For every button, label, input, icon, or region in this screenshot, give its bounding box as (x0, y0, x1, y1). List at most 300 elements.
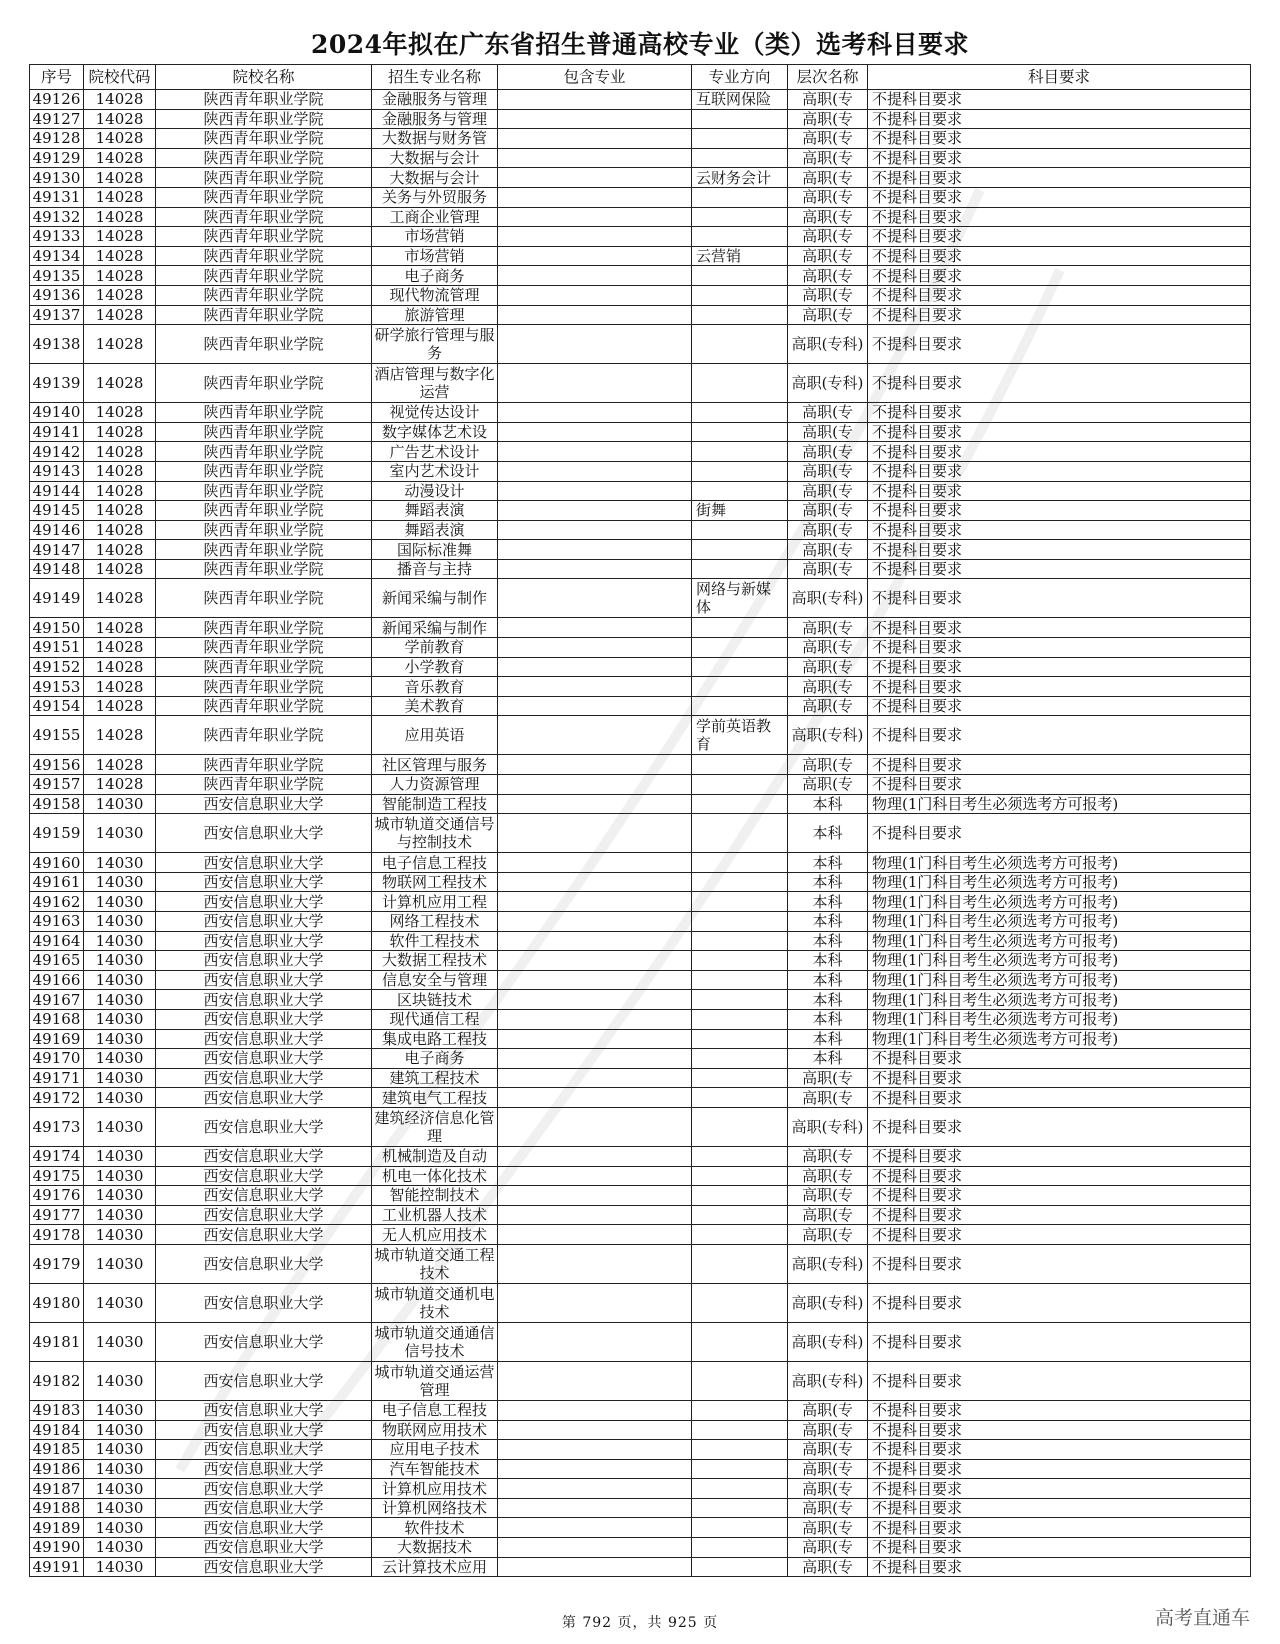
school-name: 西安信息职业大学 (156, 1518, 372, 1538)
included-majors (498, 794, 692, 814)
table-row (30, 814, 1251, 853)
table-row (30, 442, 1251, 462)
major-direction (692, 677, 788, 697)
included-majors (498, 853, 692, 873)
level-name: 高职(专 (788, 461, 868, 481)
level-name: 高职(专 (788, 187, 868, 207)
row-id: 49149 (30, 579, 84, 618)
major-direction (692, 285, 788, 305)
level-name: 高职(专 (788, 109, 868, 129)
table-row (30, 540, 1251, 560)
subject-requirement: 不提科目要求 (868, 1068, 1251, 1088)
level-name: 高职(专 (788, 285, 868, 305)
table-row (30, 579, 1251, 618)
included-majors (498, 872, 692, 892)
major-direction (692, 1146, 788, 1166)
school-name: 西安信息职业大学 (156, 1498, 372, 1518)
table-row (30, 266, 1251, 286)
table-row (30, 1518, 1251, 1538)
major-name: 软件工程技术 (372, 931, 498, 951)
level-name: 高职(专 (788, 422, 868, 442)
level-name: 高职(专 (788, 207, 868, 227)
table-row (30, 207, 1251, 227)
row-id: 49176 (30, 1186, 84, 1206)
school-name: 西安信息职业大学 (156, 1557, 372, 1577)
level-name: 高职(专 (788, 1186, 868, 1206)
included-majors (498, 1479, 692, 1499)
school-name: 陕西青年职业学院 (156, 461, 372, 481)
school-name: 西安信息职业大学 (156, 1029, 372, 1049)
subject-requirement: 物理(1门科目考生必须选考方可报考) (868, 951, 1251, 971)
included-majors (498, 520, 692, 540)
subject-requirement: 不提科目要求 (868, 403, 1251, 423)
level-name: 本科 (788, 970, 868, 990)
school-name: 西安信息职业大学 (156, 1322, 372, 1361)
level-name: 高职(专 (788, 266, 868, 286)
level-name: 本科 (788, 814, 868, 853)
school-code: 14030 (84, 931, 156, 951)
school-name: 陕西青年职业学院 (156, 559, 372, 579)
included-majors (498, 1205, 692, 1225)
major-name: 大数据技术 (372, 1538, 498, 1558)
table-row (30, 285, 1251, 305)
major-direction: 互联网保险 (692, 90, 788, 110)
subject-requirement: 不提科目要求 (868, 501, 1251, 521)
row-id: 49188 (30, 1498, 84, 1518)
school-code: 14030 (84, 794, 156, 814)
subject-requirement: 不提科目要求 (868, 305, 1251, 325)
major-name: 物联网工程技术 (372, 872, 498, 892)
major-name: 机电一体化技术 (372, 1166, 498, 1186)
included-majors (498, 1518, 692, 1538)
table-row (30, 853, 1251, 873)
school-code: 14030 (84, 1186, 156, 1206)
school-code: 14028 (84, 696, 156, 716)
table-row (30, 1557, 1251, 1577)
school-code: 14028 (84, 325, 156, 364)
major-direction (692, 970, 788, 990)
row-id: 49185 (30, 1440, 84, 1460)
table-row (30, 129, 1251, 149)
table-row (30, 246, 1251, 266)
major-direction (692, 1440, 788, 1460)
table-row (30, 1107, 1251, 1146)
level-name: 高职(专科) (788, 325, 868, 364)
col-header-direction: 专业方向 (692, 65, 788, 90)
row-id: 49148 (30, 559, 84, 579)
subject-requirement: 不提科目要求 (868, 520, 1251, 540)
included-majors (498, 364, 692, 403)
major-direction (692, 1322, 788, 1361)
major-direction: 云财务会计 (692, 168, 788, 188)
school-code: 14028 (84, 227, 156, 247)
major-name: 建筑经济信息化管理 (372, 1107, 498, 1146)
row-id: 49153 (30, 677, 84, 697)
subject-requirement: 不提科目要求 (868, 442, 1251, 462)
level-name: 高职(专 (788, 520, 868, 540)
row-id: 49143 (30, 461, 84, 481)
included-majors (498, 481, 692, 501)
school-code: 14028 (84, 540, 156, 560)
major-name: 电子信息工程技 (372, 853, 498, 873)
major-direction: 云营销 (692, 246, 788, 266)
major-direction (692, 775, 788, 795)
included-majors (498, 931, 692, 951)
subject-requirement: 物理(1门科目考生必须选考方可报考) (868, 853, 1251, 873)
subject-requirement: 不提科目要求 (868, 1166, 1251, 1186)
row-id: 49184 (30, 1420, 84, 1440)
subject-requirement: 不提科目要求 (868, 1107, 1251, 1146)
major-direction (692, 325, 788, 364)
school-name: 陕西青年职业学院 (156, 109, 372, 129)
included-majors (498, 696, 692, 716)
level-name: 本科 (788, 912, 868, 932)
major-direction (692, 403, 788, 423)
level-name: 高职(专科) (788, 579, 868, 618)
level-name: 高职(专 (788, 1225, 868, 1245)
subject-requirement: 不提科目要求 (868, 1225, 1251, 1245)
included-majors (498, 912, 692, 932)
row-id: 49172 (30, 1088, 84, 1108)
row-id: 49191 (30, 1557, 84, 1577)
included-majors (498, 1420, 692, 1440)
subject-requirement: 不提科目要求 (868, 1479, 1251, 1499)
school-name: 陕西青年职业学院 (156, 638, 372, 658)
included-majors (498, 1440, 692, 1460)
school-code: 14028 (84, 90, 156, 110)
level-name: 高职(专 (788, 638, 868, 658)
subject-requirement: 不提科目要求 (868, 109, 1251, 129)
school-name: 陕西青年职业学院 (156, 442, 372, 462)
included-majors (498, 461, 692, 481)
school-name: 陕西青年职业学院 (156, 364, 372, 403)
table-row (30, 716, 1251, 755)
row-id: 49129 (30, 148, 84, 168)
subject-requirement: 不提科目要求 (868, 148, 1251, 168)
major-name: 动漫设计 (372, 481, 498, 501)
row-id: 49169 (30, 1029, 84, 1049)
row-id: 49183 (30, 1400, 84, 1420)
school-code: 14028 (84, 442, 156, 462)
level-name: 高职(专 (788, 1146, 868, 1166)
school-name: 陕西青年职业学院 (156, 227, 372, 247)
row-id: 49186 (30, 1459, 84, 1479)
major-direction (692, 990, 788, 1010)
major-direction (692, 364, 788, 403)
row-id: 49182 (30, 1361, 84, 1400)
subject-requirement: 不提科目要求 (868, 227, 1251, 247)
major-name: 城市轨道交通工程技术 (372, 1244, 498, 1283)
subject-requirement: 物理(1门科目考生必须选考方可报考) (868, 892, 1251, 912)
subject-requirement: 物理(1门科目考生必须选考方可报考) (868, 931, 1251, 951)
subject-requirement: 不提科目要求 (868, 1440, 1251, 1460)
row-id: 49151 (30, 638, 84, 658)
school-code: 14030 (84, 1009, 156, 1029)
major-direction (692, 1186, 788, 1206)
school-code: 14030 (84, 912, 156, 932)
school-name: 西安信息职业大学 (156, 1049, 372, 1069)
included-majors (498, 1400, 692, 1420)
included-majors (498, 90, 692, 110)
major-direction (692, 1361, 788, 1400)
major-name: 智能制造工程技 (372, 794, 498, 814)
school-name: 西安信息职业大学 (156, 931, 372, 951)
major-direction (692, 1498, 788, 1518)
included-majors (498, 1498, 692, 1518)
major-name: 社区管理与服务 (372, 755, 498, 775)
subject-requirement: 物理(1门科目考生必须选考方可报考) (868, 794, 1251, 814)
major-name: 集成电路工程技 (372, 1029, 498, 1049)
subject-requirement: 不提科目要求 (868, 1322, 1251, 1361)
school-name: 陕西青年职业学院 (156, 520, 372, 540)
level-name: 高职(专 (788, 1518, 868, 1538)
school-code: 14028 (84, 520, 156, 540)
table-row (30, 187, 1251, 207)
table-row (30, 403, 1251, 423)
included-majors (498, 618, 692, 638)
school-code: 14028 (84, 129, 156, 149)
included-majors (498, 227, 692, 247)
col-header-major: 招生专业名称 (372, 65, 498, 90)
school-code: 14030 (84, 1283, 156, 1322)
included-majors (498, 1283, 692, 1322)
row-id: 49127 (30, 109, 84, 129)
school-name: 西安信息职业大学 (156, 1205, 372, 1225)
subject-requirement: 不提科目要求 (868, 246, 1251, 266)
major-name: 旅游管理 (372, 305, 498, 325)
row-id: 49180 (30, 1283, 84, 1322)
subject-requirement: 不提科目要求 (868, 90, 1251, 110)
school-code: 14030 (84, 1107, 156, 1146)
row-id: 49147 (30, 540, 84, 560)
level-name: 本科 (788, 853, 868, 873)
row-id: 49161 (30, 872, 84, 892)
school-name: 西安信息职业大学 (156, 951, 372, 971)
school-name: 陕西青年职业学院 (156, 657, 372, 677)
row-id: 49150 (30, 618, 84, 638)
school-code: 14028 (84, 657, 156, 677)
row-id: 49187 (30, 1479, 84, 1499)
major-name: 汽车智能技术 (372, 1459, 498, 1479)
included-majors (498, 775, 692, 795)
table-row (30, 1049, 1251, 1069)
major-name: 室内艺术设计 (372, 461, 498, 481)
table-row (30, 990, 1251, 1010)
major-direction (692, 1479, 788, 1499)
subject-requirement: 不提科目要求 (868, 1186, 1251, 1206)
major-direction (692, 207, 788, 227)
major-name: 城市轨道交通机电技术 (372, 1283, 498, 1322)
subject-requirement: 不提科目要求 (868, 716, 1251, 755)
major-name: 建筑工程技术 (372, 1068, 498, 1088)
school-code: 14028 (84, 285, 156, 305)
school-code: 14028 (84, 677, 156, 697)
school-code: 14030 (84, 1459, 156, 1479)
row-id: 49138 (30, 325, 84, 364)
major-direction (692, 1225, 788, 1245)
subject-requirement: 物理(1门科目考生必须选考方可报考) (868, 912, 1251, 932)
row-id: 49189 (30, 1518, 84, 1538)
table-row (30, 227, 1251, 247)
included-majors (498, 892, 692, 912)
major-name: 城市轨道交通通信信号技术 (372, 1322, 498, 1361)
included-majors (498, 1166, 692, 1186)
school-code: 14030 (84, 1146, 156, 1166)
level-name: 本科 (788, 794, 868, 814)
row-id: 49166 (30, 970, 84, 990)
major-name: 网络工程技术 (372, 912, 498, 932)
major-direction (692, 129, 788, 149)
included-majors (498, 1068, 692, 1088)
subject-requirement: 不提科目要求 (868, 1088, 1251, 1108)
school-code: 14030 (84, 951, 156, 971)
major-name: 人力资源管理 (372, 775, 498, 795)
subject-requirement: 不提科目要求 (868, 1420, 1251, 1440)
table-row (30, 1538, 1251, 1558)
included-majors (498, 422, 692, 442)
included-majors (498, 1009, 692, 1029)
major-name: 舞蹈表演 (372, 520, 498, 540)
school-code: 14030 (84, 1322, 156, 1361)
major-direction (692, 1205, 788, 1225)
major-direction (692, 1009, 788, 1029)
table-row (30, 1009, 1251, 1029)
row-id: 49144 (30, 481, 84, 501)
included-majors (498, 1322, 692, 1361)
table-row (30, 481, 1251, 501)
row-id: 49132 (30, 207, 84, 227)
major-name: 现代通信工程 (372, 1009, 498, 1029)
major-direction (692, 227, 788, 247)
major-direction (692, 1088, 788, 1108)
major-direction (692, 481, 788, 501)
subject-requirement: 不提科目要求 (868, 1205, 1251, 1225)
major-name: 研学旅行管理与服务 (372, 325, 498, 364)
row-id: 49128 (30, 129, 84, 149)
school-name: 西安信息职业大学 (156, 1088, 372, 1108)
table-row (30, 794, 1251, 814)
level-name: 高职(专 (788, 540, 868, 560)
subject-requirement: 不提科目要求 (868, 814, 1251, 853)
school-code: 14030 (84, 990, 156, 1010)
row-id: 49164 (30, 931, 84, 951)
level-name: 高职(专科) (788, 716, 868, 755)
col-header-level: 层次名称 (788, 65, 868, 90)
major-direction (692, 109, 788, 129)
table-row (30, 696, 1251, 716)
table-row (30, 1322, 1251, 1361)
row-id: 49174 (30, 1146, 84, 1166)
major-name: 大数据工程技术 (372, 951, 498, 971)
school-code: 14028 (84, 187, 156, 207)
school-code: 14030 (84, 1538, 156, 1558)
level-name: 高职(专 (788, 696, 868, 716)
major-direction (692, 1459, 788, 1479)
level-name: 高职(专 (788, 227, 868, 247)
school-code: 14028 (84, 168, 156, 188)
table-row (30, 1205, 1251, 1225)
major-direction (692, 618, 788, 638)
school-code: 14028 (84, 148, 156, 168)
level-name: 高职(专科) (788, 1361, 868, 1400)
level-name: 高职(专 (788, 1479, 868, 1499)
table-row (30, 90, 1251, 110)
school-name: 西安信息职业大学 (156, 1166, 372, 1186)
major-name: 大数据与财务管 (372, 129, 498, 149)
school-code: 14028 (84, 422, 156, 442)
major-direction (692, 187, 788, 207)
subject-requirement: 不提科目要求 (868, 1361, 1251, 1400)
school-name: 陕西青年职业学院 (156, 207, 372, 227)
included-majors (498, 970, 692, 990)
school-code: 14028 (84, 364, 156, 403)
school-name: 陕西青年职业学院 (156, 148, 372, 168)
major-name: 学前教育 (372, 638, 498, 658)
major-direction: 学前英语教育 (692, 716, 788, 755)
major-direction (692, 912, 788, 932)
school-name: 陕西青年职业学院 (156, 481, 372, 501)
major-name: 金融服务与管理 (372, 109, 498, 129)
school-name: 西安信息职业大学 (156, 1068, 372, 1088)
included-majors (498, 657, 692, 677)
table-row (30, 461, 1251, 481)
level-name: 高职(专 (788, 1459, 868, 1479)
table-row (30, 1225, 1251, 1245)
school-code: 14030 (84, 970, 156, 990)
major-name: 金融服务与管理 (372, 90, 498, 110)
major-direction (692, 1029, 788, 1049)
table-row (30, 657, 1251, 677)
included-majors (498, 1107, 692, 1146)
major-name: 机械制造及自动 (372, 1146, 498, 1166)
included-majors (498, 285, 692, 305)
major-name: 关务与外贸服务 (372, 187, 498, 207)
table-row (30, 148, 1251, 168)
school-name: 陕西青年职业学院 (156, 168, 372, 188)
included-majors (498, 305, 692, 325)
level-name: 高职(专 (788, 246, 868, 266)
subject-requirement: 不提科目要求 (868, 638, 1251, 658)
subject-requirement: 不提科目要求 (868, 481, 1251, 501)
school-code: 14030 (84, 872, 156, 892)
row-id: 49162 (30, 892, 84, 912)
major-direction (692, 540, 788, 560)
col-header-code: 院校代码 (84, 65, 156, 90)
school-code: 14030 (84, 1049, 156, 1069)
major-direction (692, 520, 788, 540)
level-name: 本科 (788, 951, 868, 971)
included-majors (498, 559, 692, 579)
major-name: 新闻采编与制作 (372, 579, 498, 618)
school-name: 陕西青年职业学院 (156, 403, 372, 423)
included-majors (498, 168, 692, 188)
col-header-included: 包含专业 (498, 65, 692, 90)
row-id: 49181 (30, 1322, 84, 1361)
row-id: 49131 (30, 187, 84, 207)
major-direction (692, 266, 788, 286)
school-name: 西安信息职业大学 (156, 912, 372, 932)
table-row (30, 1400, 1251, 1420)
major-direction (692, 853, 788, 873)
level-name: 本科 (788, 931, 868, 951)
included-majors (498, 1088, 692, 1108)
major-direction (692, 696, 788, 716)
level-name: 高职(专 (788, 1557, 868, 1577)
subject-requirement: 不提科目要求 (868, 1459, 1251, 1479)
major-direction: 网络与新媒体 (692, 579, 788, 618)
school-code: 14028 (84, 403, 156, 423)
major-name: 城市轨道交通信号与控制技术 (372, 814, 498, 853)
